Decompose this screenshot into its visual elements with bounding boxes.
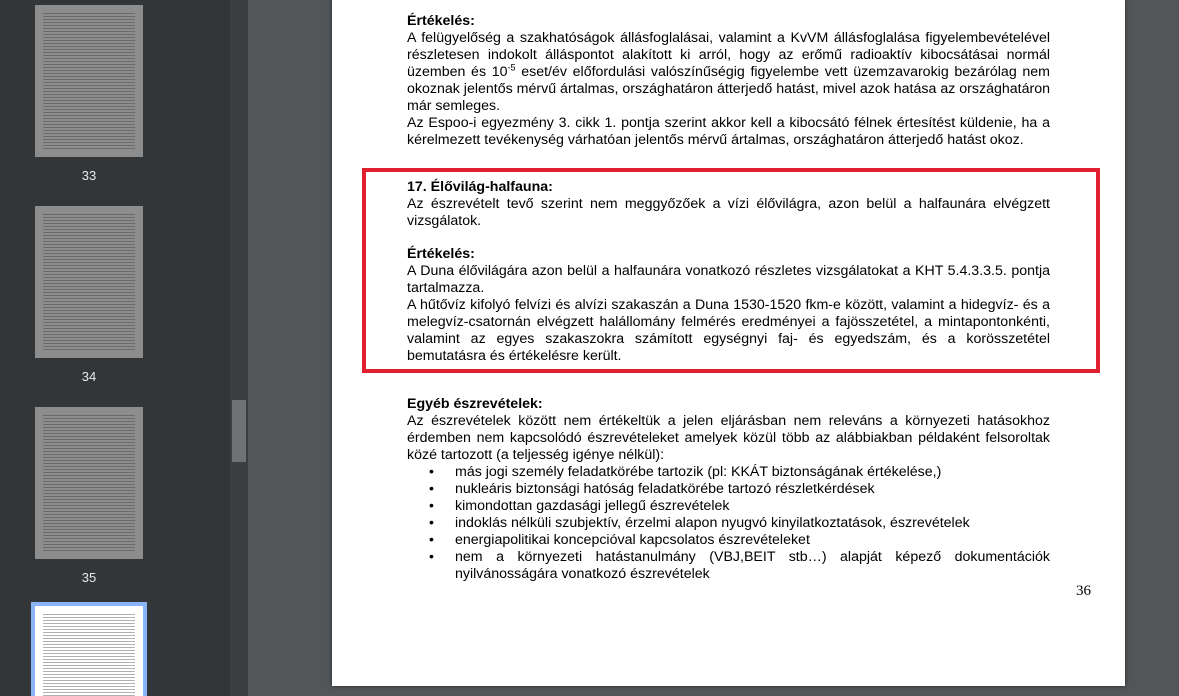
other-comments-intro: Az észrevételek között nem értékeltük a jelen eljárásban nem releváns a környezeti hatásokhoz érdemben nem kapcsolódó észrevételeket amelyek közül több az alábbiakban példaként felsoroltak közé tartozott (a teljesség igénye nélkül): bbox=[407, 413, 1050, 463]
bullet-icon: • bbox=[429, 532, 434, 548]
pdf-page bbox=[332, 0, 1125, 686]
thumbnail-page-number: 34 bbox=[81, 369, 97, 384]
list-item: • indoklás nélküli szubjektív, érzelmi alapon nyugvó kinyilatkoztatások, észrevételek bbox=[429, 515, 970, 531]
bullet-icon: • bbox=[429, 464, 434, 480]
section-17-comment: Az észrevételt tevő szerint nem meggyőzőek a vízi élővilágra, azon belül a halfaunára elvégzett vizsgálatok. bbox=[407, 196, 1050, 229]
list-item: • kimondottan gazdasági jellegű észrevételek bbox=[429, 498, 730, 514]
bullet-icon: • bbox=[429, 498, 434, 514]
other-comments-list bbox=[407, 464, 1050, 583]
thumbnail-page-number: 33 bbox=[81, 168, 97, 183]
bullet-icon: • bbox=[429, 481, 434, 497]
section-17-eval-heading: Értékelés: bbox=[407, 246, 475, 262]
list-item: • energiapolitikai koncepcióval kapcsolatos észrevételeket bbox=[429, 532, 810, 548]
section-17-eval-p2: A hűtővíz kifolyó felvízi és alvízi szakaszán a Duna 1530-1520 fkm-e között, valamint a hidegvíz- és a melegvíz-csatornán elvégzett halállomány felmérés eredményei a fajösszetétel, a mintapontonkénti, valamint az egyes szakaszokra számított egységnyi faj- és egyedszám, és a korösszetétel bemutatásra és értékelésre került. bbox=[407, 297, 1050, 364]
list-item: • nem a környezeti hatástanulmány (VBJ,BEIT stb…) alapját képező dokumentációk nyilvánosságára vonatkozó észrevételek bbox=[429, 549, 1050, 582]
page-thumbnail-34[interactable] bbox=[35, 206, 143, 358]
espoo-paragraph: Az Espoo-i egyezmény 3. cikk 1. pontja szerint akkor kell a kibocsátó félnek értesítést küldenie, ha a kérelmezett tevékenység várhatóan jelentős mérvű ártalmas, országhatáron átterjedő hatást okoz. bbox=[407, 115, 1050, 148]
sidebar-scrollbar-thumb[interactable] bbox=[232, 400, 246, 462]
other-comments-heading: Egyéb észrevételek: bbox=[407, 396, 543, 412]
bullet-icon: • bbox=[429, 549, 434, 565]
section-17-heading: 17. Élővilág-halfauna: bbox=[407, 179, 553, 195]
thumbnail-sidebar bbox=[0, 0, 230, 696]
other-comments-section bbox=[407, 396, 1050, 583]
page-content bbox=[407, 13, 1050, 583]
page-thumbnail-33[interactable] bbox=[35, 5, 143, 157]
list-item: • más jogi személy feladatkörébe tartozik (pl: KKÁT biztonságának értékelése,) bbox=[429, 464, 942, 480]
page-thumbnail-35[interactable] bbox=[35, 407, 143, 559]
evaluation-heading: Értékelés: bbox=[407, 13, 475, 29]
sidebar-scrollbar[interactable] bbox=[230, 0, 248, 696]
section-17 bbox=[407, 179, 1050, 365]
list-item: • nukleáris biztonsági hatóság feladatkörébe tartozó részletkérdések bbox=[429, 481, 875, 497]
thumbnail-page-number: 35 bbox=[81, 570, 97, 585]
evaluation-paragraph: A felügyelőség a szakhatóságok állásfoglalásai, valamint a KvVM állásfoglalása figyelembevételével részletesen indokolt álláspontot alakított ki arról, hogy az erőmű radioaktív kibocsátásai normál üzemben és $10^{-5}$ eset/év előfordulási valószínűségig figyelembe vett üzemzavarokig bezárólag nem okoznak jelentős mérvű ártalmas, országhatáron átterjedő hatást, mivel azok hatása az országhatáron már semleges. bbox=[407, 30, 1050, 114]
section-17-eval-p1: A Duna élővilágára azon belül a halfaunára vonatkozó részletes vizsgálatokat a KHT 5.4.3.3.5. pontja tartalmazza. bbox=[407, 263, 1050, 296]
page-number: 36 bbox=[1076, 583, 1091, 599]
page-thumbnail-36-active[interactable] bbox=[31, 602, 147, 696]
bullet-icon: • bbox=[429, 515, 434, 531]
